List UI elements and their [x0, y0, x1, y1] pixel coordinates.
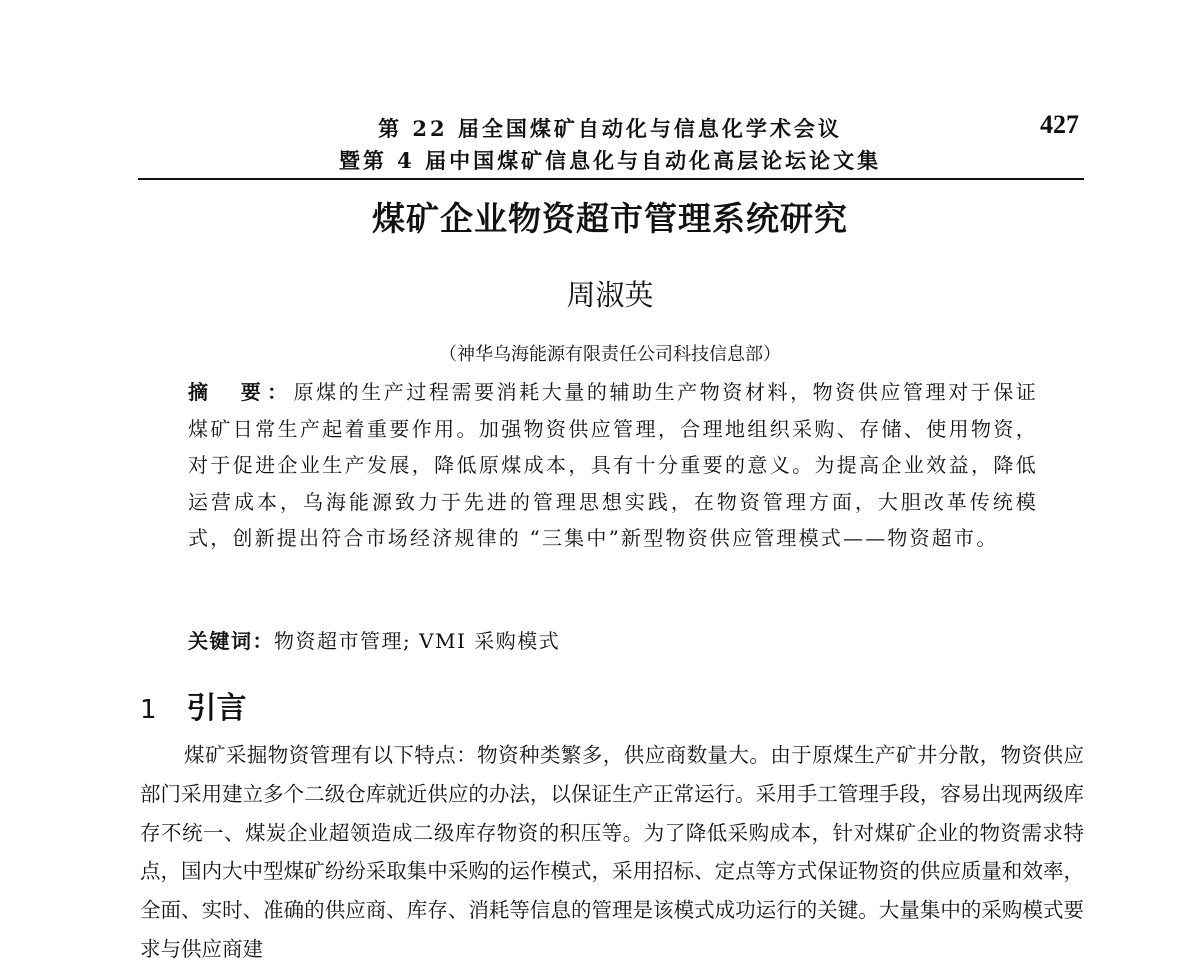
author-affiliation: （神华乌海能源有限责任公司科技信息部） [439, 344, 781, 365]
section-number: 1 [140, 695, 157, 725]
section-title: 引言 [186, 691, 247, 726]
keywords-text: 物资超市管理; VMI 采购模式 [274, 629, 561, 653]
proceedings-header-line2: 暨第 4 届中国煤矿信息化与自动化高层论坛论文集 [338, 148, 882, 173]
keywords [188, 625, 560, 654]
header-rule [138, 178, 1084, 180]
abstract-text: 原煤的生产过程需要消耗大量的辅助生产物资材料，物资供应管理对于保证煤矿日常生产起着重要作用。加强物资供应管理，合理地组织采购、存储、使用物资，对于促进企业生产发展，降低原煤成本，具有十分重要的意义。为提高企业效益，降低运营成本，乌海能源致力于先进的管理思想实践，在物资管理方面，大胆改革传统模式，创新提出符合市场经济规律的 “三集中”新型物资供应管理模式——物资超市。 [188, 380, 1039, 550]
abstract [188, 374, 1038, 557]
section-paragraph: 煤矿采掘物资管理有以下特点：物资种类繁多，供应商数量大。由于原煤生产矿井分散，物资供应部门采用建立多个二级仓库就近供应的办法，以保证生产正常运行。采用手工管理手段，容易出现两级库存不统一、煤炭企业超领造成二级库存物资的积压等。为了降低采购成本，针对煤矿企业的物资需求特点，国内大中型煤矿纷纷采取集中采购的运作模式，采用招标、定点等方式保证物资的供应质量和效率，全面、实时、准确的供应商、库存、消耗等信息的管理是该模式成功运行的关键。大量集中的采购模式要求与供应商建 [140, 743, 1084, 961]
proceedings-header-line1: 第 22 届全国煤矿自动化与信息化学术会议 [378, 116, 842, 141]
paper-title: 煤矿企业物资超市管理系统研究 [372, 199, 848, 238]
section-heading [140, 683, 247, 727]
page-number: 427 [1040, 110, 1079, 139]
author-name: 周淑英 [566, 278, 654, 312]
keywords-label: 关键词： [188, 629, 274, 653]
abstract-label: 摘 要： [188, 380, 294, 404]
